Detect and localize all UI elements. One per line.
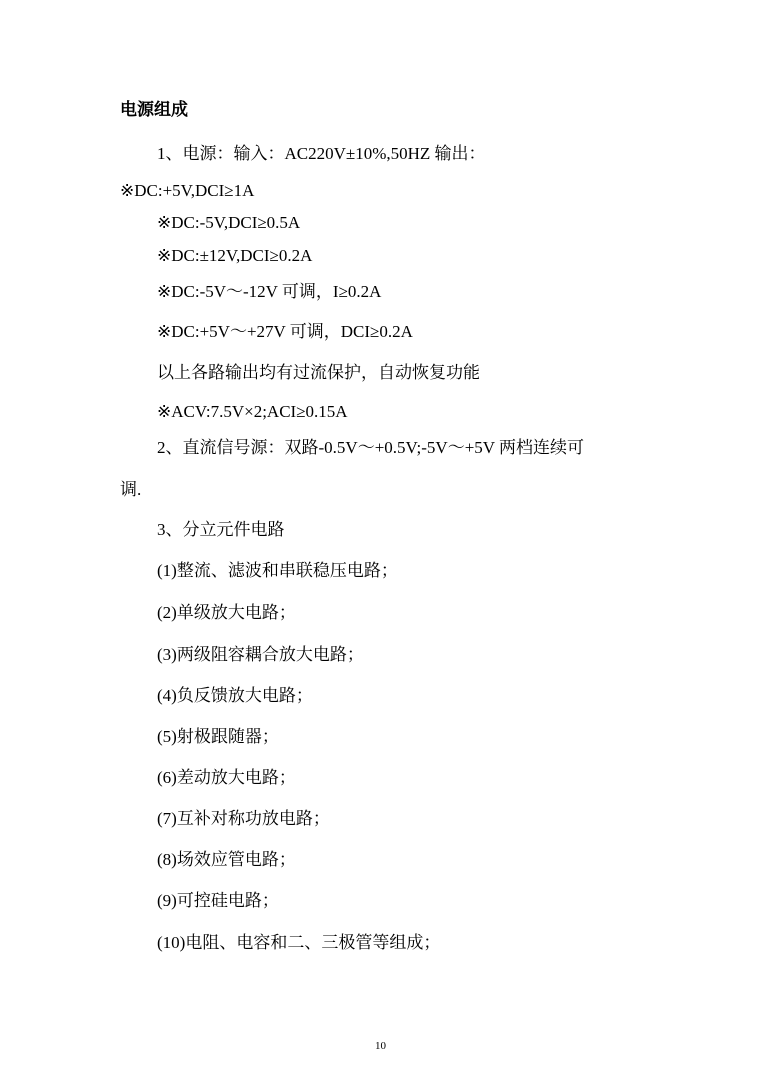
list-item: (6)差动放大电路；: [157, 768, 296, 787]
text-line-dc-signal-cont: 调.: [120, 480, 142, 499]
text-line-dc-signal: 2、直流信号源：双路-0.5V～+0.5V;-5V～+5V 两档连续可: [157, 438, 585, 457]
text-line-dc-minus5v: ※DC:-5V,DCI≥0.5A: [157, 213, 301, 232]
text-line-discrete-circuits: 3、分立元件电路: [157, 520, 285, 539]
text-line-acv: ※ACV:7.5V×2;ACI≥0.15A: [157, 402, 348, 421]
list-item: (4)负反馈放大电路；: [157, 686, 313, 705]
list-item: (8)场效应管电路；: [157, 850, 296, 869]
text-line-dc-5v: ※DC:+5V,DCI≥1A: [120, 181, 255, 200]
list-item: (10)电阻、电容和二、三极管等组成；: [157, 933, 441, 952]
text-line-overcurrent: 以上各路输出均有过流保护，自动恢复功能: [157, 363, 480, 382]
list-item: (2)单级放大电路；: [157, 603, 296, 622]
text-line-power-input: 1、电源：输入：AC220V±10%,50HZ 输出：: [157, 144, 486, 163]
list-item: (9)可控硅电路；: [157, 891, 279, 910]
section-heading: 电源组成: [120, 100, 188, 119]
page-number: 10: [375, 1040, 386, 1052]
text-line-dc-12v: ※DC:±12V,DCI≥0.2A: [157, 246, 313, 265]
list-item: (3)两级阻容耦合放大电路；: [157, 645, 364, 664]
list-item: (1)整流、滤波和串联稳压电路；: [157, 561, 398, 580]
text-line-dc-adjustable-pos: ※DC:+5V～+27V 可调，DCI≥0.2A: [157, 322, 413, 341]
list-item: (7)互补对称功放电路；: [157, 809, 330, 828]
list-item: (5)射极跟随器；: [157, 727, 279, 746]
text-line-dc-adjustable-neg: ※DC:-5V～-12V 可调，I≥0.2A: [157, 282, 382, 301]
